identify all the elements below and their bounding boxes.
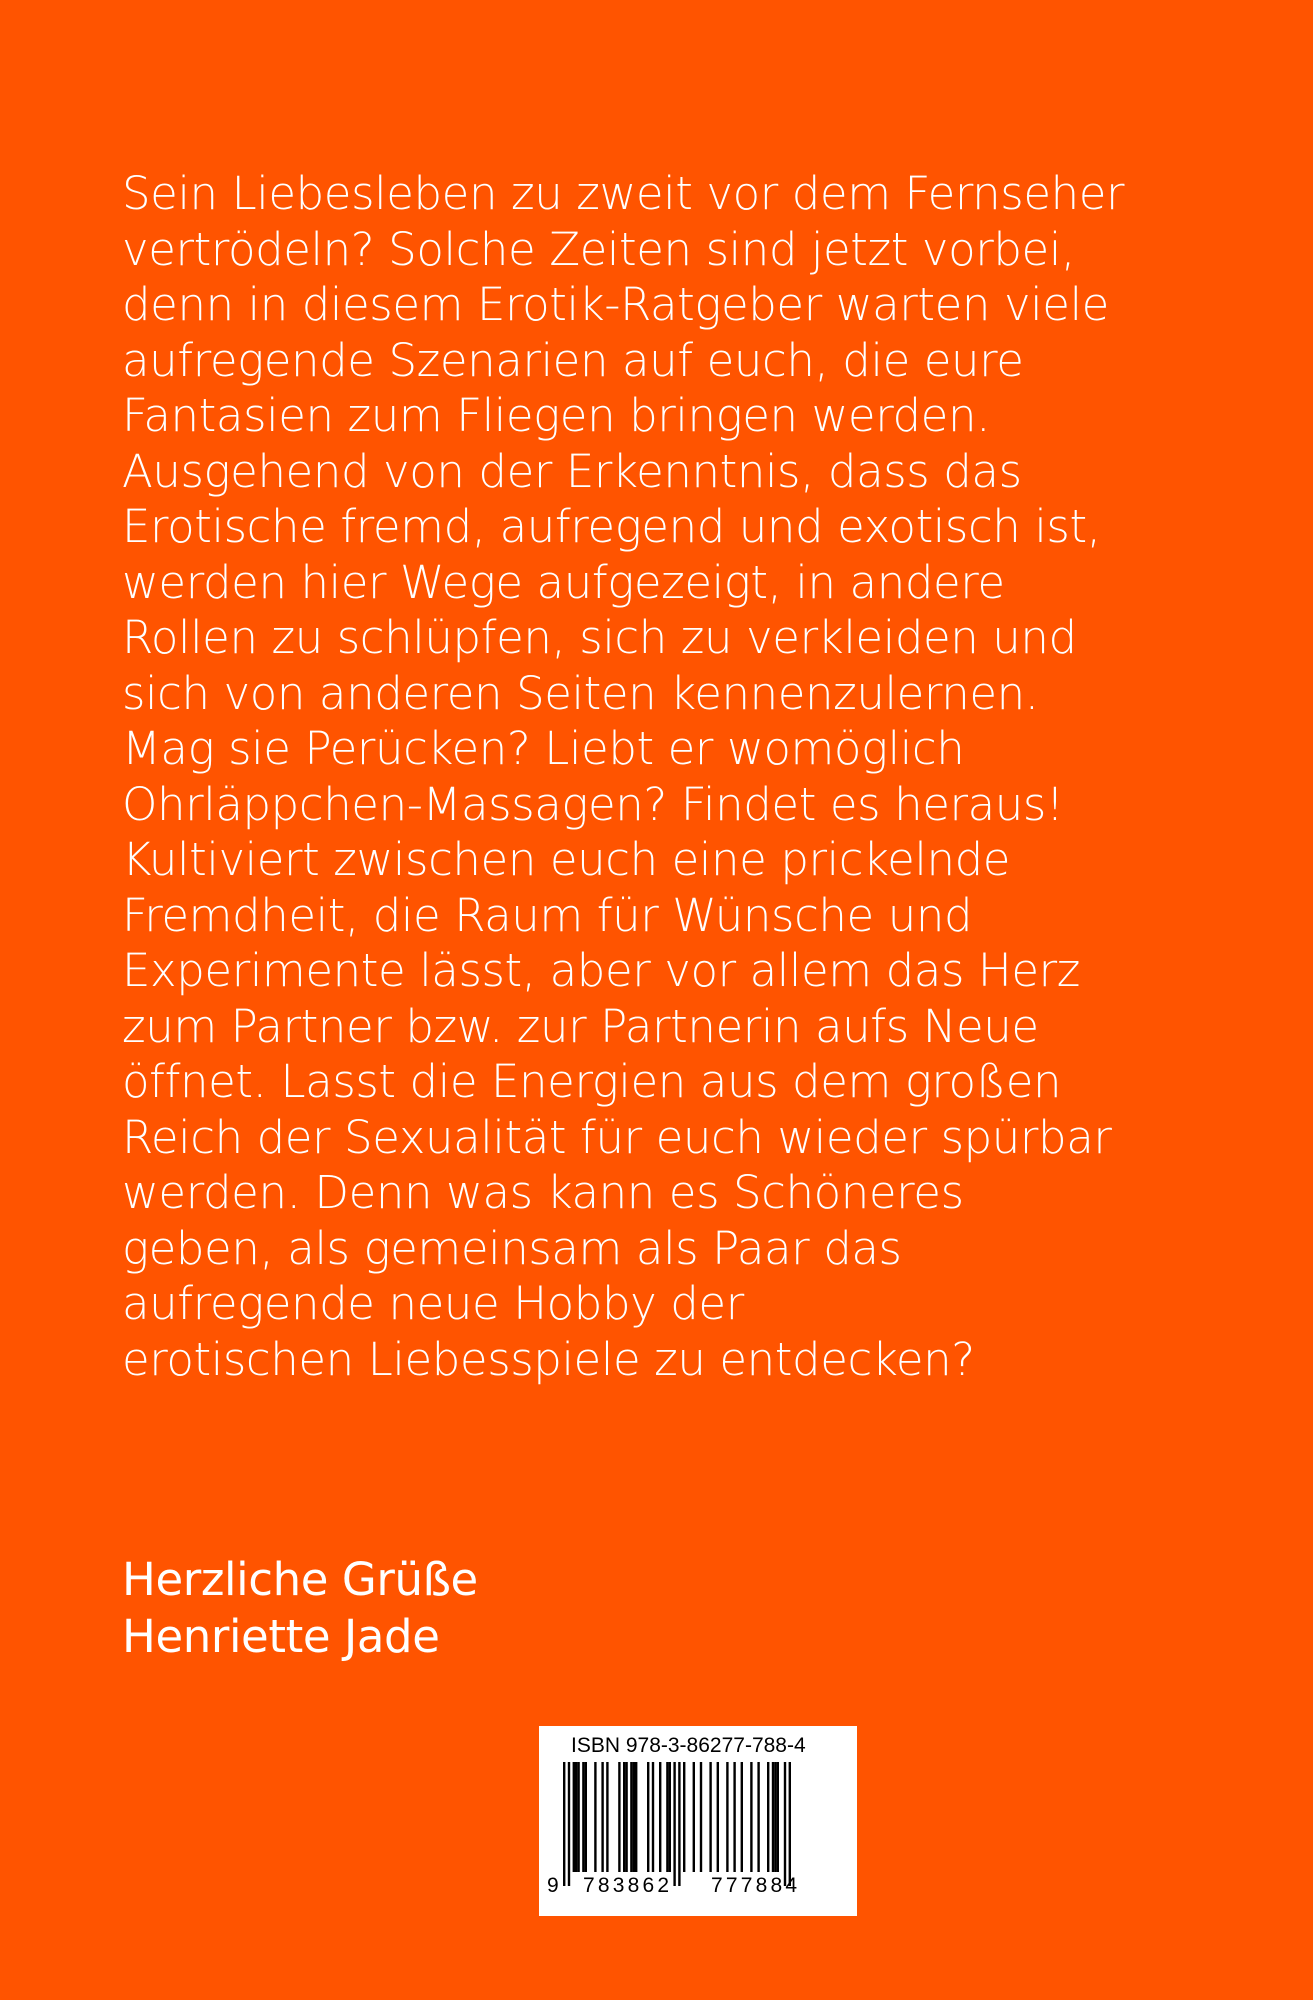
barcode-bar	[772, 1762, 774, 1872]
blurb-line: Sein Liebesleben zu zweit vor dem Fernseher	[122, 167, 1125, 220]
blurb-line: Erotische fremd, aufregend und exotisch ist,	[122, 500, 1101, 553]
blurb-line: vertrödeln? Solche Zeiten sind jetzt vorbei,	[122, 222, 1075, 276]
barcode-bar	[683, 1762, 685, 1872]
barcode-bar	[573, 1762, 575, 1872]
blurb-line: Rollen zu schlüpfen, sich zu verkleiden und	[122, 611, 1077, 664]
blurb-line: Kultiviert zwischen euch eine prickelnde	[122, 833, 1011, 886]
barcode-bar	[594, 1762, 596, 1872]
barcode-digits-left: 783862	[583, 1874, 673, 1897]
barcode-bar	[757, 1762, 759, 1872]
barcode-digit-first: 9	[547, 1874, 559, 1897]
blurb-line: erotischen Liebesspiele zu entdecken?	[122, 1332, 975, 1386]
blurb-line: Ausgehend von der Erkenntnis, dass das	[122, 444, 1022, 498]
blurb-text	[122, 166, 1252, 1387]
author-name: Henriette Jade	[122, 1610, 440, 1663]
blurb-line: sich von anderen Seiten kennenzulernen.	[122, 666, 1039, 720]
barcode-bar	[575, 1762, 577, 1872]
blurb-line: Fantasien zum Fliegen bringen werden.	[122, 389, 990, 442]
barcode-bar	[659, 1762, 661, 1872]
barcode-bar	[741, 1762, 743, 1872]
blurb-line: Ohrläppchen-Massagen? Findet es heraus!	[122, 777, 1064, 831]
barcode-bar	[777, 1762, 779, 1872]
barcode-bar	[635, 1762, 637, 1872]
blurb-line: aufregende neue Hobby der	[122, 1277, 744, 1330]
blurb-line: zum Partner bzw. zur Partnerin aufs Neue	[122, 999, 1039, 1053]
barcode-bar	[652, 1762, 654, 1872]
blurb-line: Mag sie Perücken? Liebt er womöglich	[122, 722, 965, 775]
barcode-bar	[767, 1762, 769, 1872]
barcode-bar	[647, 1762, 649, 1872]
barcode-bar	[669, 1762, 671, 1872]
barcode-bar	[568, 1762, 570, 1886]
barcode-bar	[606, 1762, 608, 1872]
barcode-bar	[666, 1762, 668, 1872]
barcode-bar	[700, 1762, 702, 1872]
barcode-bar	[789, 1762, 791, 1886]
barcode-bar	[784, 1762, 786, 1886]
barcode-bar	[625, 1762, 627, 1872]
signoff	[122, 1551, 922, 1665]
barcode-bar	[717, 1762, 719, 1872]
blurb-line: geben, als gemeinsam als Paar das	[122, 1221, 902, 1275]
barcode-bar	[582, 1762, 584, 1872]
blurb-line: denn in diesem Erotik-Ratgeber warten viele	[122, 278, 1109, 331]
barcode-bar	[750, 1762, 752, 1872]
blurb-line: werden hier Wege aufgezeigt, in andere	[122, 555, 1005, 609]
blurb-line: öffnet. Lasst die Energien aus dem großen	[122, 1055, 1062, 1108]
barcode-bar	[577, 1762, 579, 1872]
barcode-bar	[733, 1762, 735, 1872]
barcode-bar	[693, 1762, 695, 1872]
blurb-line: werden. Denn was kann es Schöneres	[122, 1166, 964, 1219]
isbn-barcode	[539, 1726, 857, 1916]
barcode-bar	[709, 1762, 711, 1872]
barcode-bar	[633, 1762, 635, 1872]
isbn-label: ISBN 978-3-86277-788-4	[571, 1734, 806, 1757]
barcode-bar	[630, 1762, 632, 1872]
blurb-line: Experimente lässt, aber vor allem das Herz	[122, 944, 1080, 997]
barcode-bar	[601, 1762, 603, 1872]
blurb-line: Reich der Sexualität für euch wieder spürbar	[122, 1110, 1112, 1164]
blurb-line: Fremdheit, die Raum für Wünsche und	[122, 888, 973, 942]
barcode-bar	[563, 1762, 565, 1886]
barcode-bar	[618, 1762, 620, 1872]
barcode-digits-right: 777884	[711, 1874, 801, 1897]
barcode-bar	[678, 1762, 680, 1886]
barcode-bar	[585, 1762, 587, 1872]
barcode-bar	[623, 1762, 625, 1872]
barcode-bar	[774, 1762, 776, 1872]
greeting-text: Herzliche Grüße	[122, 1553, 478, 1606]
barcode-bar	[726, 1762, 728, 1872]
blurb-line: aufregende Szenarien auf euch, die eure	[122, 333, 1024, 387]
barcode-bar	[673, 1762, 675, 1886]
